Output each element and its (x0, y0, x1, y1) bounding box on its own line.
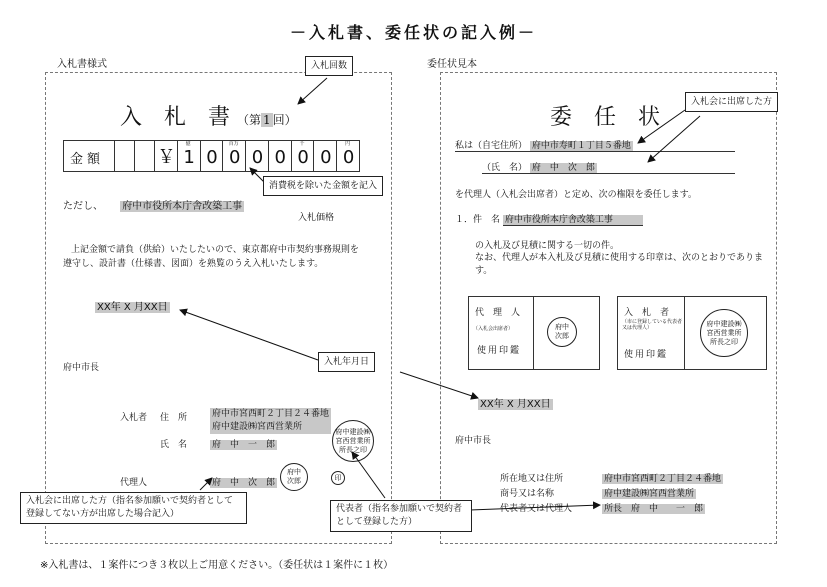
agent-box-label: 使用印鑑 (477, 346, 522, 356)
proxy-date-value: XX年 X 月XX日 (480, 399, 551, 410)
seal-line: 府中建設㈱ (335, 427, 371, 436)
arrow-rep-1 (352, 452, 385, 498)
price-note: 入札価格 (298, 213, 335, 223)
proxy-title: 委 任 状 (550, 105, 661, 130)
seal-line: 次郎 (287, 477, 301, 485)
address-line-1: 府中市宮西町２丁目２４番地 (212, 409, 330, 419)
bidder-label: 入札者 (120, 413, 148, 423)
bid-date-value: XX年 X 月XX日 (97, 302, 168, 313)
seal-line: 所長之印 (339, 445, 367, 454)
callout-rep-note: 代表者（指名参加願いで契約者として登録した方） (330, 500, 472, 532)
right-section-label: 委任状見本 (427, 59, 477, 70)
sig-label: 所在地又は住所 (500, 474, 564, 484)
arrow-agent (200, 478, 212, 490)
amount-digit: 0 (313, 141, 337, 171)
proxy-item-value: 府中市役所本庁舎改築工事 (503, 215, 643, 226)
amount-unit-mark: 億 (185, 141, 191, 147)
proxy-line-2-value: 府 中 次 郎 (531, 163, 595, 173)
small-seal: 印 (331, 471, 345, 485)
left-section-label: 入札書様式 (57, 59, 107, 70)
round-number: 1 (263, 113, 271, 127)
bidder-box-sub: （市に登録している代表者又は代理人） (622, 319, 683, 331)
callout-agent-note: 入札会に出席した方（指名参加願いで契約者として登録してない方が出席した場合記入） (20, 492, 247, 524)
amount-label: 金額 (70, 152, 105, 167)
agent-label: 代理人 (120, 478, 148, 488)
arrow-attendee-2 (648, 116, 700, 162)
seal-line: 次郎 (555, 332, 569, 340)
proxy-line-1-value: 府中市寿町１丁目５番地 (531, 141, 631, 151)
bidder-box-title: 入 札 者 (624, 308, 670, 318)
tadashi-label: ただし、 (63, 201, 103, 212)
round-suffix: 回） (272, 113, 297, 127)
amount-digit: 1 (177, 141, 201, 171)
amount-digit: ￥ (154, 141, 178, 171)
sig-value: 府中市宮西町２丁目２４番地 (604, 474, 722, 484)
bidder-name-value: 府 中 一 郎 (212, 440, 276, 450)
proxy-item-label: １．件 名 (455, 215, 501, 225)
arrow-attendee-1 (638, 110, 685, 143)
address-label: 住 所 (160, 413, 188, 423)
address-line-2: 府中建設㈱宮西営業所 (210, 421, 331, 434)
agent-box-sub: （入札会出席者） (473, 326, 514, 332)
arrow-rep-2 (470, 505, 600, 510)
seal-text: なお、代理人が本入札及び見積に使用する印章は、次のとおりであります。 (475, 253, 764, 276)
proxy-addressee: 府中市長 (455, 436, 492, 446)
amount-digit: 0 (222, 141, 246, 171)
amount-unit-mark: 千 (299, 141, 305, 147)
callout-attendee: 入札会に出席した方 (685, 92, 778, 112)
amount-digit: 0 (336, 141, 360, 171)
proxy-line-1-label: 私は（自宅住所） (455, 141, 528, 151)
amount-digit: 0 (268, 141, 292, 171)
callout-round: 入札回数 (305, 56, 353, 76)
footnote: ※入札書は、１案件につき３枚以上ご用意ください。（委任状は１案件に１枚） (40, 560, 394, 571)
bid-body-text: 上記金額で請負（供給）いたしたいので、東京都府中市契約事務規則を遵守し、設計書（仕様書、図面）を熟覧のうえ入札いたします。 (63, 245, 359, 269)
seal-line: 府中 (555, 323, 569, 331)
seal-line: 府中 (287, 468, 301, 476)
seal-line: 宮西営業所 (335, 436, 371, 445)
seal-line: 所長之印 (710, 337, 738, 346)
sig-value: 府中建設㈱宮西営業所 (604, 489, 695, 499)
arrow-date-right (400, 372, 478, 398)
amount-digit: 0 (200, 141, 224, 171)
seal-line: 宮西営業所 (706, 328, 742, 337)
name-label: 氏 名 (160, 440, 188, 450)
agent-name-value: 府 中 次 郎 (212, 478, 276, 488)
agent-box-title: 代 理 人 (475, 308, 521, 318)
proxy-line-2-label: （氏 名） (482, 163, 528, 173)
sig-label: 商号又は名称 (500, 489, 555, 499)
arrow-round (298, 78, 327, 104)
delegate-text: を代理人（入札会出席者）と定め、次の権限を委任します。 (455, 190, 697, 200)
amount-unit-mark: 百万 (228, 141, 239, 147)
sig-label: 代表者又は代理人 (500, 504, 573, 514)
authority-text: の入札及び見積に関する一切の件。 (475, 241, 620, 251)
page-title: －入札書、委任状の記入例－ (289, 23, 537, 42)
project-name: 府中市役所本庁舎改築工事 (122, 201, 243, 212)
bidder-box-label: 使用印鑑 (624, 350, 669, 360)
amount-unit-mark: 円 (345, 141, 351, 147)
sig-value: 所長 府 中 一 郎 (604, 504, 704, 514)
amount-digit: 0 (245, 141, 269, 171)
bid-form-title-text: 入 札 書 (120, 105, 231, 130)
callout-tax: 消費税を除いた金額を記入 (263, 176, 383, 196)
arrow-date-left (180, 310, 318, 360)
bid-addressee: 府中市長 (63, 363, 100, 373)
seal-line: 府中建設㈱ (706, 319, 742, 328)
callout-date: 入札年月日 (318, 352, 375, 372)
amount-digit: 0 (291, 141, 315, 171)
round-prefix: （第 (237, 113, 262, 127)
